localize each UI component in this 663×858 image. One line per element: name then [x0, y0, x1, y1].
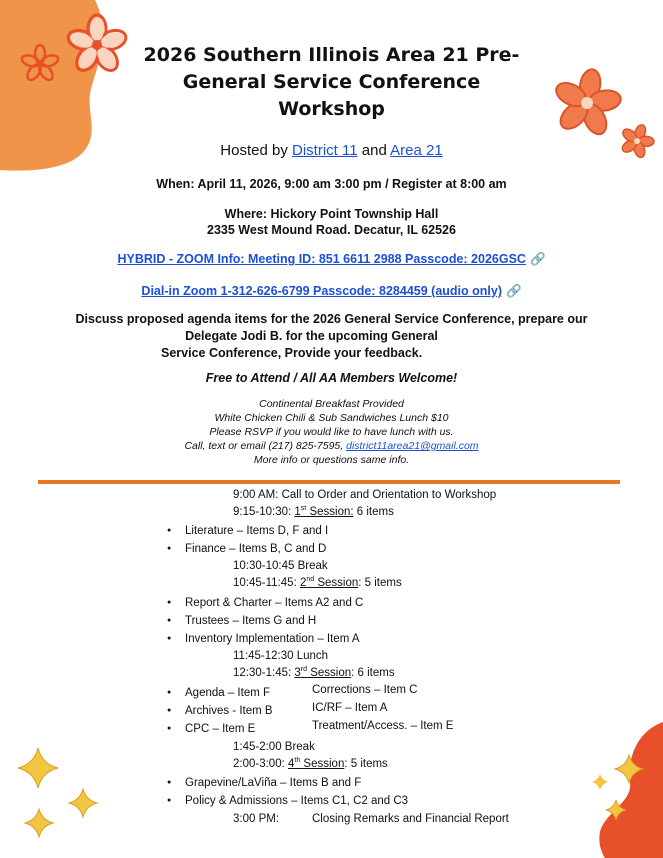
- list-item: ● Inventory Implementation – Item A: [185, 630, 360, 648]
- call-to-order: 9:00 AM: Call to Order and Orientation to Workshop: [233, 489, 497, 501]
- more-info-line: More info or questions same info.: [253, 454, 410, 466]
- free-attend: Free to Attend / All AA Members Welcome!: [205, 371, 458, 385]
- hosted-prefix: Hosted by: [220, 142, 293, 159]
- list-item: ● Finance – Items B, C and D: [185, 540, 326, 558]
- list-item: Treatment/Access. – Item E: [312, 720, 454, 732]
- list-item: ● Literature – Items D, F and I: [185, 522, 328, 540]
- session-time: 9:15-10:30:: [233, 506, 295, 518]
- list-item: ● Agenda – Item F: [185, 684, 270, 702]
- session-items: : 6 items: [351, 667, 395, 679]
- page-title: [0, 42, 663, 123]
- sparkle-star-icon: [14, 744, 62, 792]
- rsvp-line: Please RSVP if you would like to have lunch with us.: [209, 426, 454, 438]
- break-1: 10:30-10:45 Break: [233, 560, 328, 572]
- area-link[interactable]: Area 21: [390, 142, 443, 159]
- session-time: 2:00-3:00:: [233, 758, 288, 770]
- discuss-line: Service Conference, Provide your feedback.: [161, 346, 423, 360]
- session-items: : 5 items: [344, 758, 388, 770]
- sparkle-star-icon: [590, 772, 610, 792]
- session-items: 6 items: [353, 506, 394, 518]
- session-1-heading: [233, 503, 394, 521]
- list-item: IC/RF – Item A: [312, 702, 388, 714]
- when-line: When: April 11, 2026, 9:00 am 3:00 pm / Register at 8:00 am: [156, 177, 507, 191]
- contact-line: [0, 439, 663, 453]
- session-3-heading: [233, 664, 395, 682]
- where-address: 2335 West Mound Road. Decatur, IL 62526: [207, 223, 456, 237]
- lunch-line: White Chicken Chili & Sub Sandwiches Lunch $10: [214, 412, 449, 424]
- list-item: ● CPC – Item E: [185, 720, 255, 738]
- session-4-heading: [233, 755, 388, 773]
- hosted-by: [0, 142, 663, 159]
- title-line: 2026 Southern Illinois Area 21 Pre-: [143, 44, 520, 66]
- title-line: Workshop: [278, 98, 385, 120]
- title-line: General Service Conference: [182, 71, 481, 93]
- lunch-time: 11:45-12:30 Lunch: [233, 650, 329, 662]
- where-line: Where: Hickory Point Township Hall: [224, 207, 439, 221]
- contact-prefix: Call, text or email (217) 825-7595,: [184, 440, 347, 452]
- session-label: 1st Session:: [294, 505, 354, 518]
- bottom-right-blob-decoration: [575, 722, 663, 858]
- list-item: ● Policy & Admissions – Items C1, C2 and C3: [185, 792, 408, 810]
- discuss-block: [0, 311, 663, 362]
- session-time: 10:45-11:45:: [233, 577, 300, 589]
- closing-time: 3:00 PM:: [233, 813, 280, 825]
- list-item: Corrections – Item C: [312, 684, 418, 696]
- break-2: 1:45-2:00 Break: [233, 741, 315, 753]
- dialin-link[interactable]: Dial-in Zoom 1-312-626-6799 Passcode: 8284459 (audio only): [141, 284, 502, 298]
- dialin-info: [0, 284, 663, 299]
- session-2-heading: [233, 574, 402, 592]
- session-time: 12:30-1:45:: [233, 667, 295, 679]
- closing-text: Closing Remarks and Financial Report: [312, 813, 509, 825]
- sparkle-star-icon: [66, 786, 100, 820]
- list-item: ● Trustees – Items G and H: [185, 612, 316, 630]
- session-label: 3rd Session: [294, 666, 352, 679]
- zoom-link[interactable]: HYBRID - ZOOM Info: Meeting ID: 851 6611 2988 Passcode: 2026GSC: [117, 252, 526, 266]
- hosted-and: and: [357, 142, 391, 159]
- discuss-line: Discuss proposed agenda items for the 2026 General Service Conference, prepare our: [75, 312, 588, 326]
- list-item: ● Archives - Item B: [185, 702, 273, 720]
- discuss-line: Delegate Jodi B. for the upcoming General: [185, 329, 438, 343]
- list-item: ● Report & Charter – Items A2 and C: [185, 594, 363, 612]
- email-link[interactable]: district11area21@gmail.com: [346, 440, 479, 452]
- info-block: [0, 397, 663, 467]
- where-block: [0, 206, 663, 238]
- session-label: 4th Session: [287, 757, 345, 770]
- session-items: : 5 items: [358, 577, 402, 589]
- district-link[interactable]: District 11: [292, 142, 358, 159]
- breakfast-line: Continental Breakfast Provided: [259, 398, 404, 410]
- list-item: ● Grapevine/LaViña – Items B and F: [185, 774, 361, 792]
- sparkle-star-icon: [604, 798, 628, 822]
- zoom-info: [0, 252, 663, 267]
- sparkle-star-icon: [612, 752, 646, 786]
- session-label: 2nd Session: [299, 576, 359, 589]
- link-icon: 🔗: [529, 252, 546, 266]
- divider: [38, 480, 620, 484]
- sparkle-star-icon: [22, 806, 56, 840]
- link-icon: 🔗: [505, 284, 522, 298]
